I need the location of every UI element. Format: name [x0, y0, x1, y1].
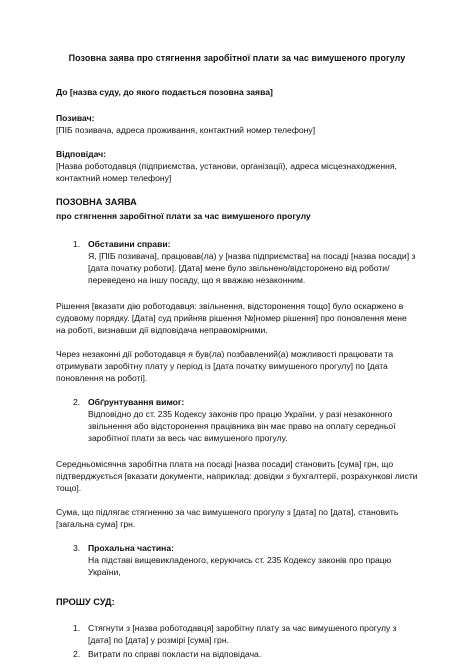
section-title: Прохальна частина:	[88, 543, 174, 553]
section-title: Обставини справи:	[88, 239, 171, 249]
request-item	[56, 648, 418, 660]
paragraph-loss: Через незаконні дії роботодавця я був(ла) позбавлений(а) можливості працювати та отримувати заробітну плату у період із [дата початку вимушеного прогулу] по [дата поновлення на роботі].	[56, 349, 394, 383]
section-text: Відповідно до ст. 235 Кодексу законів про працю України, у разі незаконного звільнення або відсторонення працівника він має право на оплату середньої заробітної плати за весь час вимушеного прогулу.	[88, 409, 396, 443]
paragraph-amount: Сума, що підлягає стягненню за час вимушеного прогулу з [дата] по [дата], становить [загальна сума] грн.	[56, 507, 399, 529]
section-request-part	[56, 542, 418, 578]
request-number: 1.	[73, 623, 81, 633]
plaintiff-value: [ПІБ позивача, адреса проживання, контактний номер телефону]	[56, 125, 316, 135]
section-grounds	[56, 396, 418, 444]
request-text: Витрати по справі покласти на відповідача.	[88, 649, 262, 659]
section-number: 2.	[73, 397, 81, 407]
document-title: Позовна заява про стягнення заробітної плати за час вимушеного прогулу	[68, 53, 406, 63]
section-number: 1.	[73, 239, 81, 249]
request-number: 2.	[73, 649, 81, 659]
paragraph-decision: Рішення [вказати дію роботодавця: звільнення, відсторонення тощо] було оскаржено в судовому порядку. [Дата] суд прийняв рішення №[номер рішення] про поновлення мене на роботі, визнавши дії відповідача неправомірними.	[56, 301, 407, 335]
plaintiff-label: Позивач:	[56, 113, 95, 123]
section-text: На підставі вищевикладеного, керуючись ст. 235 Кодексу законів про працю України,	[88, 555, 392, 577]
section-text: Я, [ПІБ позивача], працював(ла) у [назва підприємства] на посаді [назва посади] з [дата початку роботи]. [Дата] мене було звільнено/відсторонено від роботи/переведено на іншу посаду, що я вважаю незаконним.	[88, 251, 416, 285]
section-number: 3.	[73, 543, 81, 553]
defendant-value: [Назва роботодавця (підприємства, установи, організації), адреса місцезнаходження, контактний номер телефону]	[56, 161, 397, 183]
defendant-block	[56, 148, 418, 184]
section-title: Обґрунтування вимог:	[88, 397, 185, 407]
claim-subheading: про стягнення заробітної плати за час вимушеного прогулу	[56, 211, 311, 221]
request-item	[56, 622, 418, 646]
request-text: Стягнути з [назва роботодавця] заробітну плату за час вимушеного прогулу з [дата] по [дата] у розмірі [сума] грн.	[88, 623, 397, 645]
request-heading: ПРОШУ СУД:	[56, 597, 115, 607]
defendant-label: Відповідач:	[56, 149, 107, 159]
claim-heading: ПОЗОВНА ЗАЯВА	[56, 197, 137, 207]
court-line: До [назва суду, до якого подається позовна заява]	[56, 87, 273, 97]
plaintiff-block	[56, 112, 418, 136]
paragraph-salary: Середньомісячна заробітна плата на посаді [назва посади] становить [сума] грн, що підтверджується [вказати документи, наприклад: довідки з бухгалтерії, розрахункові листи тощо].	[56, 459, 418, 493]
section-circumstances	[56, 238, 418, 286]
